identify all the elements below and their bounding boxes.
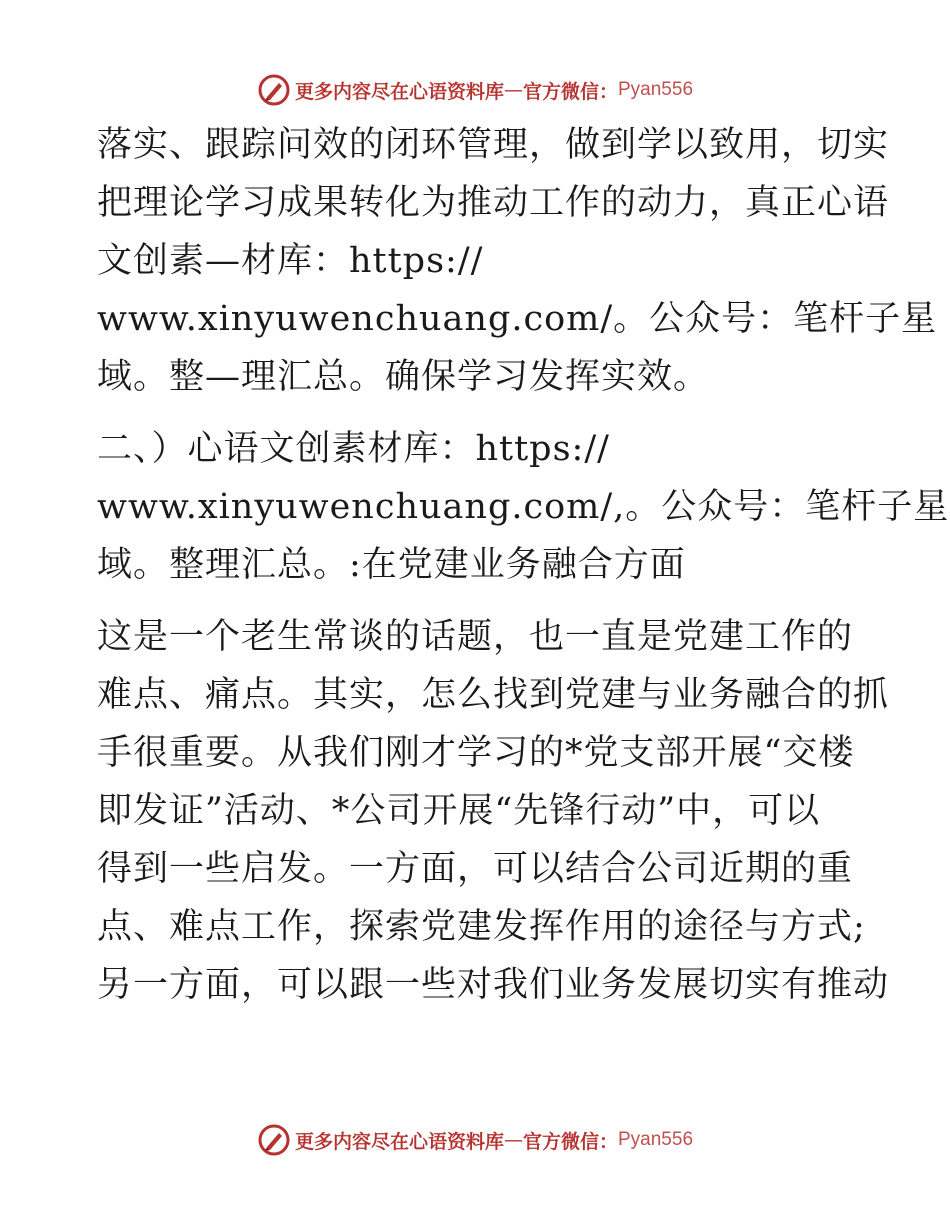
pen-logo-icon <box>257 73 291 107</box>
text-line: 即发证”活动、*公司开展“先锋行动”中，可以 <box>97 791 821 831</box>
text-line: 手很重要。从我们刚才学习的*党支部开展“交楼 <box>97 733 855 773</box>
section-heading-line: 域。整理汇总。:在党建业务融合方面 <box>97 545 686 585</box>
text-line: 把理论学习成果转化为推动工作的动力，真正心语 <box>97 183 890 223</box>
text-line: 难点、痛点。其实，怎么找到党建与业务融合的抓 <box>97 675 890 715</box>
paragraph-3 <box>97 608 890 1014</box>
footer-banner <box>0 1120 950 1160</box>
text-line: 这是一个老生常谈的话题，也一直是党建工作的 <box>97 617 854 657</box>
text-line: 得到一些启发。一方面，可以结合公司近期的重 <box>97 849 854 889</box>
banner-slogan: 更多内容尽在心语资料库 <box>294 1130 504 1153</box>
paragraph-2 <box>97 420 950 594</box>
banner-separator: — <box>503 79 523 101</box>
section-heading-line: 二、）心语文创素材库：https:// <box>97 429 610 469</box>
section-heading-line: www.xinyuwenchuang.com/,。公众号：笔杆子星 <box>97 487 950 527</box>
text-line: www.xinyuwenchuang.com/。公众号：笔杆子星 <box>97 299 938 339</box>
document-body <box>97 116 950 1014</box>
header-banner <box>0 70 950 110</box>
text-line: 落实、跟踪问效的闭环管理，做到学以致用，切实 <box>97 125 890 165</box>
text-line: 另一方面，可以跟一些对我们业务发展切实有推动 <box>97 965 890 1005</box>
paragraph-1 <box>97 116 938 406</box>
banner-wechat-id: Pyan556 <box>618 79 694 100</box>
pen-logo-icon <box>257 1123 291 1157</box>
banner-slogan: 更多内容尽在心语资料库 <box>294 80 504 103</box>
banner-separator: — <box>503 1129 523 1151</box>
text-line: 文创素—材库：https:// <box>97 241 484 281</box>
banner-wechat-id: Pyan556 <box>618 1129 694 1150</box>
banner-contact-label: 官方微信： <box>522 80 618 103</box>
text-line: 域。整—理汇总。确保学习发挥实效。 <box>97 357 710 397</box>
text-line: 点、难点工作，探索党建发挥作用的途径与方式; <box>97 907 866 947</box>
banner-contact-label: 官方微信： <box>522 1130 618 1153</box>
